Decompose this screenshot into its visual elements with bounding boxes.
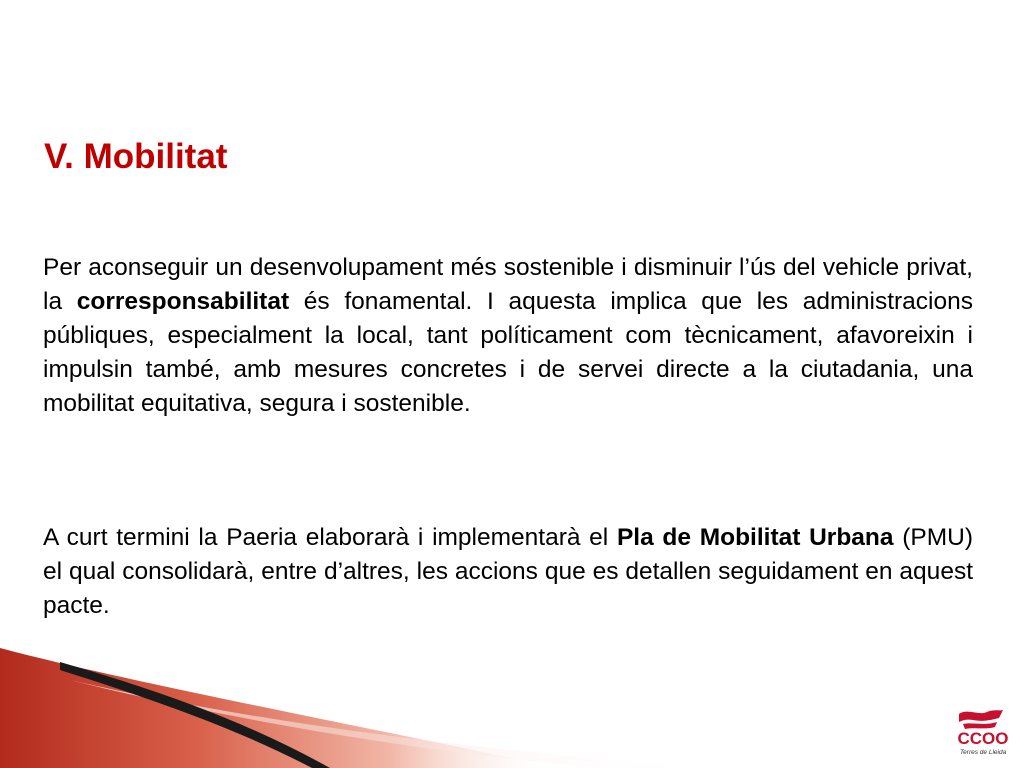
logo-subtitle: Terres de Lleida	[959, 749, 1007, 756]
paragraph-2	[43, 521, 973, 623]
corner-swoosh-decoration	[0, 640, 720, 768]
paragraph-2-text-a: A curt termini la Paeria elaborarà i implementarà el	[43, 524, 617, 551]
paragraph-2-text-b: (PMU) el qual consolidarà, entre d’altres, les accions que es detallen seguidament en aquest pacte.	[43, 524, 973, 619]
paragraph-1-bold: corresponsabilitat	[76, 288, 290, 315]
logo-mark: CCOO	[957, 729, 1009, 748]
paragraph-1-text-b: és fonamental. I aquesta implica que les administracions públiques, especialment la local, tant políticament com tècnicament, afavoreixin i impulsin també, amb mesures concretes i de servei directe a la ciutadania, una mobilitat equitativa, segura i sostenible.	[43, 288, 973, 417]
paragraph-1	[43, 251, 973, 421]
paragraph-2-bold: Pla de Mobilitat Urbana	[616, 524, 894, 551]
slide-title: V. Mobilitat	[44, 137, 228, 176]
ccoo-logo	[953, 708, 1013, 758]
paragraph-1-text-a: Per aconseguir un desenvolupament més sostenible i disminuir l’ús del vehicle privat, la	[43, 254, 973, 315]
